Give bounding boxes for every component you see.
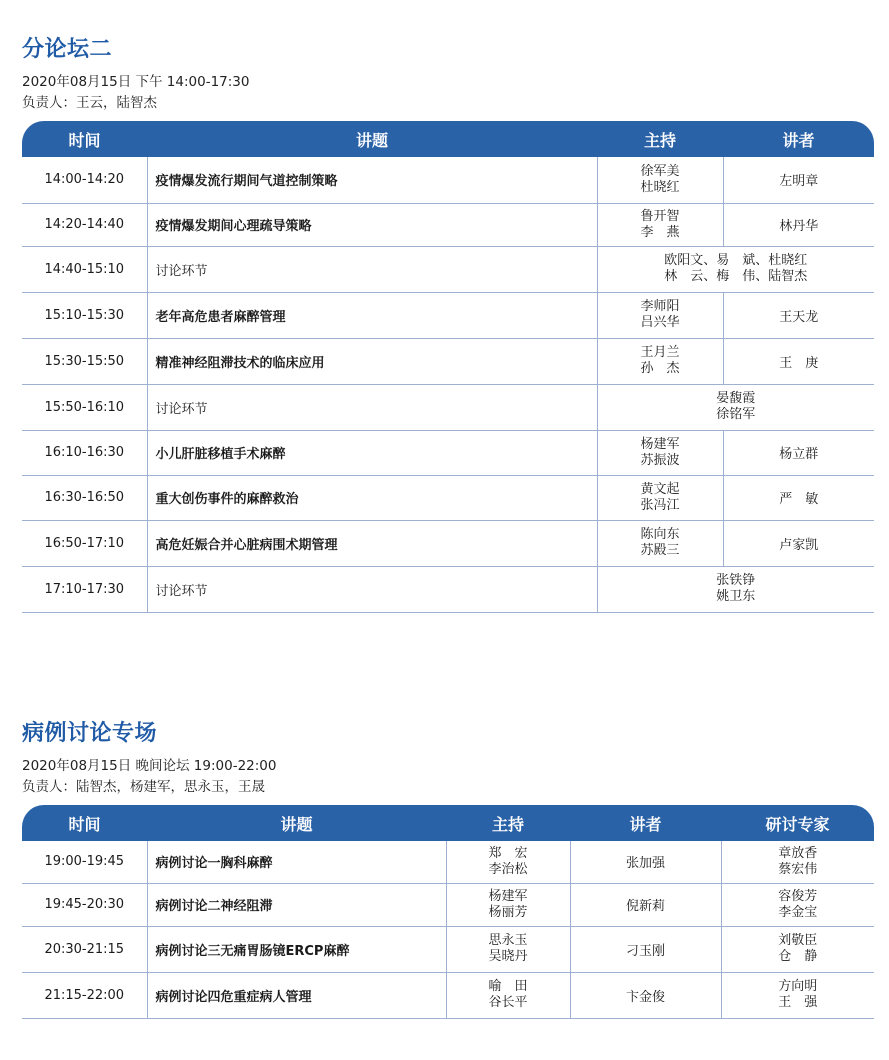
host-cell bbox=[597, 292, 723, 338]
forum2-row bbox=[22, 475, 874, 520]
experts-cell-line: 王 强 bbox=[778, 995, 818, 1010]
topic-cell: 病例讨论二神经阻滞 bbox=[147, 883, 446, 926]
case-header-host: 主持 bbox=[446, 805, 570, 841]
topic-cell: 病例讨论三无痛胃肠镜ERCP麻醉 bbox=[147, 926, 446, 972]
discussion-panel bbox=[597, 384, 874, 430]
speaker-cell: 刁玉刚 bbox=[570, 926, 721, 972]
experts-cell-line: 刘敬臣 bbox=[778, 933, 818, 948]
host-cell-line: 郑 宏 bbox=[488, 845, 528, 861]
host-cell-line: 苏振波 bbox=[640, 452, 680, 468]
host-cell-line: 张冯江 bbox=[640, 497, 680, 513]
time-cell: 19:45-20:30 bbox=[22, 883, 147, 926]
host-cell bbox=[446, 926, 570, 972]
case-header-time: 时间 bbox=[22, 805, 147, 841]
host-cell bbox=[597, 520, 723, 566]
experts-cell-line: 仓 静 bbox=[778, 949, 818, 964]
host-cell-line: 徐军美 bbox=[640, 163, 680, 179]
host-cell-line: 李 燕 bbox=[640, 224, 680, 240]
topic-cell: 讨论环节 bbox=[147, 566, 597, 612]
host-cell bbox=[597, 338, 723, 384]
case-row bbox=[22, 926, 874, 972]
discussion-panel-line: 晏馥霞 bbox=[716, 391, 756, 406]
topic-cell: 小儿肝脏移植手术麻醉 bbox=[147, 430, 597, 475]
time-cell: 15:50-16:10 bbox=[22, 384, 147, 430]
host-cell-line: 杨建军 bbox=[640, 436, 680, 452]
topic-cell: 病例讨论四危重症病人管理 bbox=[147, 972, 446, 1018]
topic-cell: 重大创伤事件的麻醉救治 bbox=[147, 475, 597, 520]
host-cell-line: 谷长平 bbox=[488, 995, 528, 1010]
forum2-title: 分论坛二 bbox=[22, 37, 113, 62]
case-title: 病例讨论专场 bbox=[22, 721, 158, 746]
speaker-cell: 杨立群 bbox=[723, 430, 874, 475]
host-cell bbox=[597, 157, 723, 203]
forum2-row bbox=[22, 292, 874, 338]
topic-cell: 讨论环节 bbox=[147, 246, 597, 292]
host-cell bbox=[597, 475, 723, 520]
forum2-header-speaker: 讲者 bbox=[723, 121, 874, 157]
time-cell: 14:00-14:20 bbox=[22, 157, 147, 203]
host-cell-line: 黄文起 bbox=[640, 481, 680, 497]
host-cell bbox=[597, 203, 723, 246]
forum2-row bbox=[22, 430, 874, 475]
host-cell-line: 鲁开智 bbox=[640, 208, 680, 224]
host-cell bbox=[446, 883, 570, 926]
topic-cell: 高危妊娠合并心脏病围术期管理 bbox=[147, 520, 597, 566]
host-cell-line: 陈向东 bbox=[640, 527, 680, 542]
time-cell: 17:10-17:30 bbox=[22, 566, 147, 612]
time-cell: 21:15-22:00 bbox=[22, 972, 147, 1018]
forum2-header-row bbox=[22, 121, 874, 157]
discussion-panel-line: 林 云、梅 伟、陆智杰 bbox=[664, 269, 808, 284]
forum2-schedule-table bbox=[22, 121, 874, 613]
speaker-cell: 王 庚 bbox=[723, 338, 874, 384]
topic-cell: 疫情爆发流行期间气道控制策略 bbox=[147, 157, 597, 203]
host-cell bbox=[446, 841, 570, 883]
forum2-row bbox=[22, 566, 874, 612]
host-cell-line: 吕兴华 bbox=[640, 315, 680, 330]
experts-cell-line: 方向明 bbox=[778, 979, 818, 994]
case-row bbox=[22, 972, 874, 1018]
forum2-header-host: 主持 bbox=[597, 121, 723, 157]
time-cell: 16:10-16:30 bbox=[22, 430, 147, 475]
time-cell: 16:30-16:50 bbox=[22, 475, 147, 520]
discussion-panel-line: 姚卫东 bbox=[716, 589, 756, 604]
experts-cell bbox=[721, 972, 874, 1018]
time-cell: 20:30-21:15 bbox=[22, 926, 147, 972]
forum2-header-topic: 讲题 bbox=[147, 121, 597, 157]
forum2-row bbox=[22, 520, 874, 566]
discussion-panel-line: 欧阳文、易 斌、杜晓红 bbox=[664, 253, 808, 268]
host-cell-line: 李治松 bbox=[488, 861, 528, 877]
discussion-panel bbox=[597, 246, 874, 292]
forum2-owner: 负责人：王云，陆智杰 bbox=[22, 95, 157, 111]
topic-cell: 讨论环节 bbox=[147, 384, 597, 430]
forum2-row bbox=[22, 203, 874, 246]
forum2-section bbox=[22, 36, 874, 613]
case-owner: 负责人：陆智杰，杨建军，思永玉，王晟 bbox=[22, 779, 265, 795]
host-cell-line: 吴晓丹 bbox=[488, 949, 528, 964]
host-cell-line: 苏殿三 bbox=[640, 543, 680, 558]
host-cell-line: 李师阳 bbox=[640, 299, 680, 314]
forum2-row bbox=[22, 338, 874, 384]
topic-cell: 疫情爆发期间心理疏导策略 bbox=[147, 203, 597, 246]
discussion-panel bbox=[597, 566, 874, 612]
host-cell-line: 杜晓红 bbox=[640, 179, 680, 195]
case-datetime: 2020年08月15日 晚间论坛 19:00-22:00 bbox=[22, 758, 277, 774]
speaker-cell: 张加强 bbox=[570, 841, 721, 883]
forum2-datetime: 2020年08月15日 下午 14:00-17:30 bbox=[22, 74, 250, 90]
host-cell bbox=[446, 972, 570, 1018]
time-cell: 16:50-17:10 bbox=[22, 520, 147, 566]
topic-cell: 老年高危患者麻醉管理 bbox=[147, 292, 597, 338]
time-cell: 15:10-15:30 bbox=[22, 292, 147, 338]
time-cell: 19:00-19:45 bbox=[22, 841, 147, 883]
host-cell-line: 杨建军 bbox=[488, 888, 528, 904]
speaker-cell: 卞金俊 bbox=[570, 972, 721, 1018]
experts-cell-line: 蔡宏伟 bbox=[778, 861, 818, 877]
case-header-experts: 研讨专家 bbox=[721, 805, 874, 841]
experts-cell bbox=[721, 841, 874, 883]
forum2-row bbox=[22, 157, 874, 203]
discussion-panel-line: 张铁铮 bbox=[716, 573, 756, 588]
host-cell-line: 思永玉 bbox=[488, 933, 528, 948]
speaker-cell: 卢家凯 bbox=[723, 520, 874, 566]
case-schedule-table bbox=[22, 805, 874, 1019]
time-cell: 15:30-15:50 bbox=[22, 338, 147, 384]
forum2-header-time: 时间 bbox=[22, 121, 147, 157]
topic-cell: 病例讨论一胸科麻醉 bbox=[147, 841, 446, 883]
host-cell-line: 喻 田 bbox=[488, 979, 528, 994]
experts-cell bbox=[721, 883, 874, 926]
speaker-cell: 林丹华 bbox=[723, 203, 874, 246]
experts-cell-line: 李金宝 bbox=[778, 904, 818, 920]
experts-cell-line: 章放香 bbox=[778, 845, 818, 861]
case-header-topic: 讲题 bbox=[147, 805, 446, 841]
speaker-cell: 严 敏 bbox=[723, 475, 874, 520]
forum2-row bbox=[22, 384, 874, 430]
speaker-cell: 王天龙 bbox=[723, 292, 874, 338]
case-section bbox=[22, 720, 874, 1019]
host-cell-line: 王月兰 bbox=[640, 345, 680, 360]
host-cell-line: 孙 杰 bbox=[640, 361, 680, 376]
time-cell: 14:20-14:40 bbox=[22, 203, 147, 246]
case-header-speaker: 讲者 bbox=[570, 805, 721, 841]
host-cell-line: 杨丽芳 bbox=[488, 904, 528, 920]
host-cell bbox=[597, 430, 723, 475]
speaker-cell: 倪新莉 bbox=[570, 883, 721, 926]
case-header-row bbox=[22, 805, 874, 841]
experts-cell-line: 容俊芳 bbox=[778, 888, 818, 904]
topic-cell: 精准神经阻滞技术的临床应用 bbox=[147, 338, 597, 384]
speaker-cell: 左明章 bbox=[723, 157, 874, 203]
case-row bbox=[22, 841, 874, 883]
case-row bbox=[22, 883, 874, 926]
time-cell: 14:40-15:10 bbox=[22, 246, 147, 292]
discussion-panel-line: 徐铭军 bbox=[716, 407, 756, 422]
experts-cell bbox=[721, 926, 874, 972]
forum2-row bbox=[22, 246, 874, 292]
